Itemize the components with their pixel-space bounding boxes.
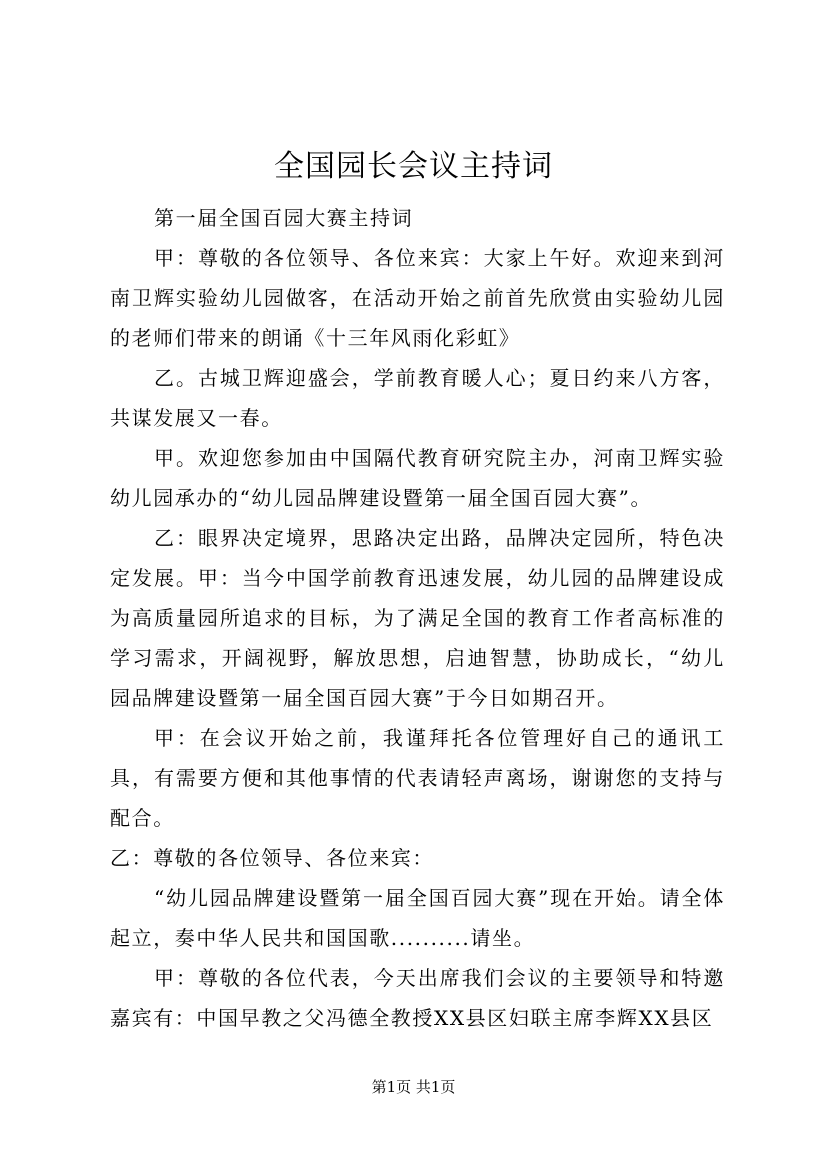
document-title: 全国园长会议主持词 bbox=[274, 149, 553, 184]
paragraph: 乙。古城卫辉迎盛会，学前教育暖人心；夏日约来八方客，共谋发展又一春。 bbox=[110, 366, 725, 430]
paragraph: 甲：尊敬的各位领导、各位来宾：大家上午好。欢迎来到河南卫辉实验幼儿园做客，在活动开始之前首先欣赏由实验幼儿园的老师们带来的朗诵《十三年风雨化彩虹》 bbox=[110, 246, 725, 350]
paragraph: 乙：眼界决定境界，思路决定出路，品牌决定园所，特色决定发展。甲：当今中国学前教育迅速发展，幼儿园的品牌建设成为高质量园所追求的目标，为了满足全国的教育工作者高标准的学习需求，开阔视野，解放思想，启迪智慧，协助成长，“幼儿园品牌建设暨第一届全国百园大赛”于今日如期召开。 bbox=[110, 526, 725, 710]
paragraph: “幼儿园品牌建设暨第一届全国百园大赛”现在开始。请全体起立，奏中华人民共和国国歌..........请坐。 bbox=[110, 886, 725, 950]
paragraph: 第一届全国百园大赛主持词 bbox=[154, 206, 414, 230]
document-body bbox=[110, 198, 725, 1038]
paragraph: 甲：在会议开始之前，我谨拜托各位管理好自己的通讯工具，有需要方便和其他事情的代表请轻声离场，谢谢您的支持与配合。 bbox=[110, 726, 725, 830]
paragraph: 甲。欢迎您参加由中国隔代教育研究院主办，河南卫辉实验幼儿园承办的“幼儿园品牌建设暨第一届全国百园大赛”。 bbox=[110, 446, 725, 510]
paragraph: 乙：尊敬的各位领导、各位来宾： bbox=[110, 846, 434, 870]
paragraph: 甲：尊敬的各位代表，今天出席我们会议的主要领导和特邀嘉宾有：中国早教之父冯德全教授XX县区妇联主席李辉XX县区 bbox=[110, 966, 725, 1030]
page-footer: 第1页 共1页 bbox=[371, 1078, 456, 1096]
